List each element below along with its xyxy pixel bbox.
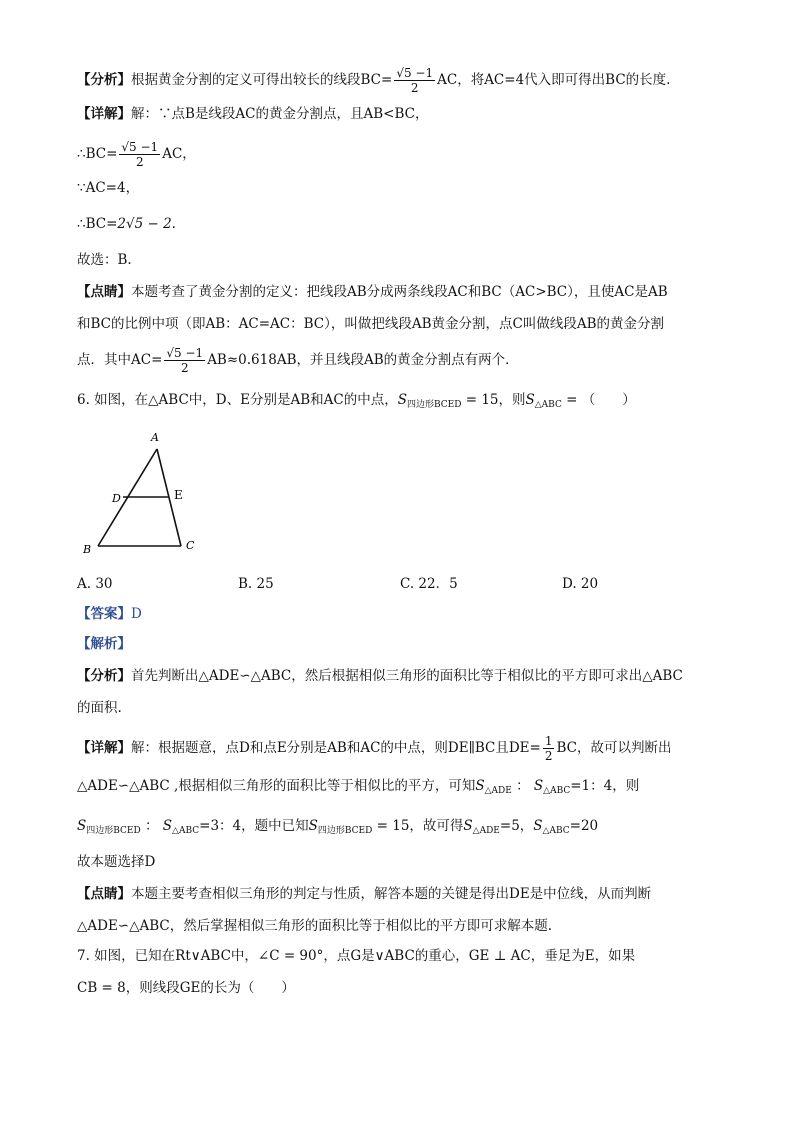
- analysis-text-tail: AC，将AC=4代入即可得出BC的长度.: [437, 72, 671, 88]
- ratio-text: =1：4，则: [570, 778, 640, 794]
- q6-detail-line-1: [77, 734, 672, 763]
- q6-stem: [77, 390, 636, 415]
- answer-tag: 【答案】: [77, 606, 131, 622]
- area-symbol: S: [397, 392, 407, 408]
- q5-therefore-line: [77, 140, 196, 169]
- golden-ratio-fraction: $\frac{√5 -1}{2}$: [166, 346, 204, 375]
- area-subscript: △ABC: [542, 826, 570, 836]
- option-c: C. 22．5: [400, 576, 458, 592]
- therefore-text: ∴BC=: [77, 146, 118, 162]
- point-e-label: E: [174, 488, 183, 502]
- half-fraction: $\frac{1}{2}$: [544, 734, 553, 763]
- detail-text: 解：根据题意，点D和点E分别是AB和AC的中点，则DE∥BC且DE=: [131, 740, 541, 756]
- option-a: A. 30: [77, 576, 113, 592]
- q5-comment-line-3: [77, 346, 519, 375]
- area-symbol: S: [533, 818, 543, 834]
- q6-detail-line-2: △ADE∽△ABC ,根据相似三角形的面积比等于相似比的平方，可知$S_{\triangle ADE}$ ： $S_{\triangle ABC}=1$：4，则: [77, 778, 640, 796]
- golden-ratio-fraction: $\frac{√5 -1}{2}$: [396, 66, 434, 95]
- area-symbol: S: [525, 392, 535, 408]
- analysis-tag: 【分析】: [77, 668, 131, 684]
- q5-analysis-line: [77, 66, 670, 95]
- detail-text-tail: BC，故可以判断出: [556, 740, 672, 756]
- q7-line-2: CB = 8，则线段GE的长为（ ）: [77, 980, 295, 996]
- comment-tag: 【点睛】: [77, 284, 131, 300]
- area-symbol: S: [463, 818, 473, 834]
- detail-text: △ADE∽△ABC ,根据相似三角形的面积比等于相似比的平方，可知: [77, 778, 476, 794]
- q5-since-line: ∵AC=4，: [77, 180, 140, 196]
- result-expression: 2√5 − 2: [117, 216, 172, 232]
- area-symbol: S: [475, 778, 485, 794]
- q6-stem-tail: = （ ）: [561, 392, 636, 408]
- detail-tag: 【详解】: [77, 106, 131, 122]
- q6-comment-line-2: △ADE∽△ABC，然后掌握相似三角形的面积比等于相似比的平方即可求解本题.: [77, 918, 553, 934]
- area-subscript: △ADE: [484, 786, 512, 796]
- ratio-text: =3：4，题中已知: [199, 818, 309, 834]
- vertex-b-label: B: [83, 543, 92, 556]
- area-symbol: S: [308, 818, 318, 834]
- vertex-c-label: C: [186, 539, 195, 552]
- q5-detail-line: [77, 104, 428, 124]
- q6-jiexi-line: [77, 634, 131, 654]
- comment-text: 点．其中AC=: [77, 352, 163, 368]
- result-prefix: ∴BC=: [77, 216, 118, 232]
- area-subscript: △ABC: [534, 400, 562, 410]
- q7-line-1: 7. 如图，已知在Rt∨ABC中，∠C = 90°，点G是∨ABC的重心，GE ⊥ AC，垂足为E，如果: [77, 948, 636, 964]
- option-d: D. 20: [562, 576, 599, 592]
- comment-tag: 【点睛】: [77, 886, 131, 902]
- given-15: = 15，故可得: [372, 818, 464, 834]
- q6-detail-line-3: $S_{四边形BCED}$ ： $S_{\triangle ABC}=3$：4，题中已知$S_{四边形BCED} = 15$，故可得$S_{\triangle ADE}=5$，$S_{\triangle ABC}=20$: [77, 818, 599, 836]
- q5-choose-line: 故选：B.: [77, 252, 132, 268]
- eq-20: =20: [569, 818, 599, 834]
- q5-comment-line-2: 和BC的比例中项（即AB：AC=AC：BC），叫做把线段AB黄金分割，点C叫做线段AB的黄金分割: [77, 316, 665, 332]
- analysis-text: 根据黄金分割的定义可得出较长的线段BC=: [131, 72, 393, 88]
- ac-suffix: AC，: [162, 146, 196, 162]
- area-subscript: △ABC: [543, 786, 571, 796]
- detail-text: 解：∵点B是线段AC的黄金分割点，且AB<BC，: [131, 106, 429, 122]
- analysis-tag: 【分析】: [77, 72, 131, 88]
- result-suffix: .: [171, 216, 176, 232]
- equals-15: = 15，则: [461, 392, 526, 408]
- q5-result-line: [77, 214, 176, 234]
- area-subscript: 四边形BCED: [86, 826, 141, 836]
- answer-value: D: [131, 606, 142, 622]
- q5-comment-line-1: [77, 282, 668, 302]
- golden-ratio-fraction: $\frac{√5 -1}{2}$: [121, 140, 159, 169]
- q6-comment-line-1: [77, 884, 651, 904]
- q6-conclusion: 故本题选择D: [77, 854, 156, 870]
- area-subscript: △ADE: [472, 826, 500, 836]
- eq-5: =5，: [499, 818, 534, 834]
- area-subscript: 四边形BCED: [406, 400, 462, 410]
- area-symbol: S: [77, 818, 87, 834]
- comment-text: 本题主要考查相似三角形的判定与性质，解答本题的关键是得出DE是中位线，从而判断: [131, 886, 652, 902]
- comment-text: 本题考查了黄金分割的定义：把线段AB分成两条线段AC和BC（AC>BC），且使AC是AB: [131, 284, 668, 300]
- detail-tag: 【详解】: [77, 740, 131, 756]
- q6-analysis-line-1: [77, 666, 683, 686]
- area-subscript: 四边形BCED: [317, 826, 373, 836]
- triangle-figure: [70, 425, 210, 560]
- area-subscript: △ABC: [172, 826, 200, 836]
- vertex-a-label: A: [151, 431, 159, 444]
- option-b: B. 25: [238, 576, 274, 592]
- area-symbol: S: [162, 818, 173, 834]
- analysis-text: 首先判断出△ADE∽△ABC，然后根据相似三角形的面积比等于相似比的平方即可求出△ABC: [131, 668, 683, 684]
- jiexi-tag: 【解析】: [77, 636, 131, 652]
- q6-analysis-line-2: 的面积.: [77, 700, 122, 716]
- q6-answer-line: [77, 604, 142, 624]
- point-d-label: D: [112, 492, 121, 505]
- area-symbol: S: [533, 778, 544, 794]
- q6-stem-text: 6. 如图，在△ABC中，D、E分别是AB和AC的中点，: [77, 392, 398, 408]
- comment-text-tail: AB≈0.618AB，并且线段AB的黄金分割点有两个．: [207, 352, 519, 368]
